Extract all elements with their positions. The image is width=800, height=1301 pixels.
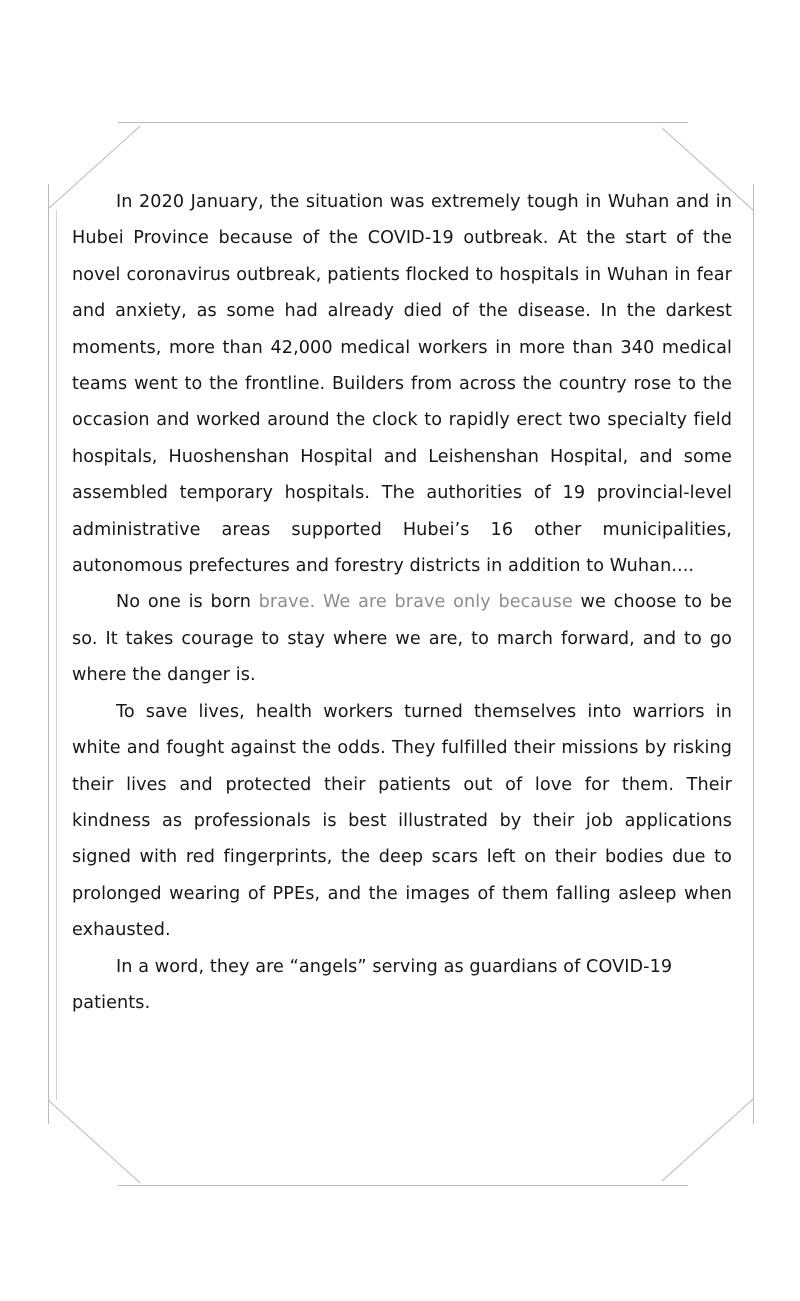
paragraph-1: In 2020 January, the situation was extremely tough in Wuhan and in Hubei Province because of the COVID-19 outbreak. At the start of the novel coronavirus outbreak, patients flocked to hospitals in Wuhan in fear and anxiety, as some had already died of the disease. In the darkest moments, more than 42,000 medical workers in more than 340 medical teams went to the frontline. Builders from across the country rose to the occasion and worked around the clock to rapidly erect two specialty field hospitals, Huoshenshan Hospital and Leishenshan Hospital, and some assembled temporary hospitals. The authorities of 19 provincial-level administrative areas supported Hubei’s 16 other municipalities, autonomous prefectures and forestry districts in addition to Wuhan.... [72,192,732,577]
page-corner-bottom-right [662,1094,754,1186]
paragraph-2-tail: we choose to be so. It takes courage to stay where we are, to march forward, and to go where the danger is. [72,592,732,686]
paragraph-2-faded-phrase: brave. We are brave only because [258,592,573,613]
paragraph-2-lead: No one is born [116,592,259,613]
paragraph-2 [72,584,732,693]
paragraph-3: To save lives, health workers turned themselves into warriors in white and fought against the odds. They fulfilled their missions by risking their lives and protected their patients out of love for them. Their kindness as professionals is best illustrated by their job applications signed with red fingerprints, the deep scars left on their bodies due to prolonged wearing of PPEs, and the images of them falling asleep when exhausted. [72,701,732,941]
page-border-top [118,122,688,123]
scanned-page [48,122,754,1186]
document-text-body [72,184,732,1021]
paragraph-4: In a word, they are “angels” serving as guardians of COVID-19 patients. [72,956,673,1013]
page-border-bottom [118,1185,688,1186]
page-corner-bottom-left [48,1094,140,1186]
margin-guide-line [56,210,57,1100]
page-border-left [48,184,49,1124]
page-border-right [753,184,754,1124]
